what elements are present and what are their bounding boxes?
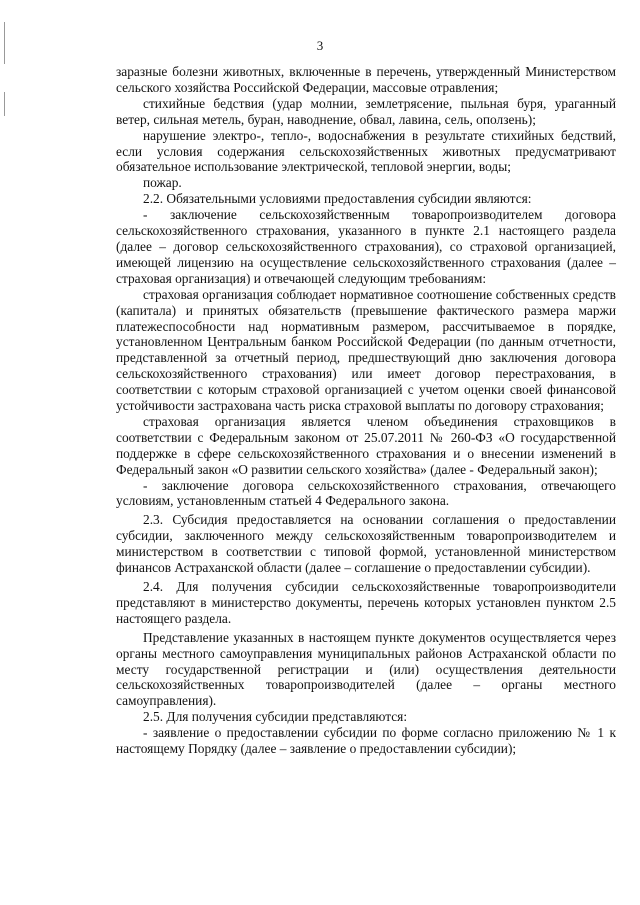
page-number: 3 <box>316 38 324 53</box>
paragraph-application: - заявление о предоставлении субсидии по форме согласно приложению № 1 к настоящему Порядку (далее – заявление о предоставлении субсидии); <box>116 725 616 757</box>
paragraph-diseases: заразные болезни животных, включенные в перечень, утвержденный Министерством сельского хозяйства Российской Федерации, массовые отравления; <box>116 64 616 95</box>
paragraph-insurer-solvency: страховая организация соблюдает нормативное соотношение собственных средств (капитала) и принятых обязательств (превышение фактического размера маржи платежеспособности над нормативным размером, рассчитываемое в порядке, установленном Центральным банком Российской Федерации (по данным отчетности, представленной за отчетный период, предшествующий дню заключения договора сельскохозяйственного страхования) или имеет договор перестрахования, в соответствии с которым страховой организацией с учетом оценки своей финансовой устойчивости застрахована часть риска страховой выплаты по договору страхования; <box>116 286 616 414</box>
paragraph-2-5-heading: 2.5. Для получения субсидии представляются: <box>143 709 408 725</box>
paragraph-contract-conditions: - заключение договора сельскохозяйственного страхования, отвечающего условиям, установленным статьей 4 Федерального закона. <box>116 477 616 509</box>
paragraph-natural-disasters: стихийные бедствия (удар молнии, землетрясение, пыльная буря, ураганный ветер, сильная метель, буран, наводнение, обвал, лавина, сель, оползень); <box>116 95 616 127</box>
margin-mark-middle <box>4 92 5 116</box>
paragraph-2-4: 2.4. Для получения субсидии сельскохозяйственные товаропроизводители представляют в министерство документы, перечень которых установлен пунктом 2.5 настоящего раздела. <box>116 579 616 626</box>
paragraph-2-2-heading: 2.2. Обязательными условиями предоставления субсидии являются: <box>143 191 532 207</box>
paragraph-submission: Представление указанных в настоящем пункте документов осуществляется через органы местного самоуправления муниципальных районов Астраханской области по месту государственной регистрации и (или) осуществления деятельности сельскохозяйственных товаропроизводителей (далее – органы местного самоуправления). <box>116 629 616 709</box>
paragraph-2-3: 2.3. Субсидия предоставляется на основании соглашения о предоставлении субсидии, заключенного между сельскохозяйственным товаропроизводителем и министерством в соответствии с типовой формой, установленной министерством финансов Астраханской области (далее – соглашение о предоставлении субсидии). <box>116 512 616 576</box>
paragraph-utility-disruption: нарушение электро-, тепло-, водоснабжения в результате стихийных бедствий, если условия содержания сельскохозяйственных животных предусматривают обязательное использование электрической, тепловой энергии, воды; <box>116 127 616 175</box>
paragraph-fire: пожар. <box>143 175 182 191</box>
document-body <box>116 64 616 757</box>
paragraph-insurance-contract: - заключение сельскохозяйственным товаропроизводителем договора сельскохозяйственного страхования, указанного в пункте 2.1 настоящего раздела (далее – договор сельскохозяйственного страхования), со страховой организацией, имеющей лицензию на осуществление сельскохозяйственного страхования (далее – страховая организация) и отвечающей следующим требованиям: <box>116 207 616 286</box>
paragraph-insurer-membership: страховая организация является членом объединения страховщиков в соответствии с Федеральным законом от 25.07.2011 № 260-ФЗ «О государственной поддержке в сфере сельскохозяйственного страхования и о внесении изменений в Федеральный закон «О развитии сельского хозяйства» (далее - Федеральный закон); <box>116 413 616 477</box>
